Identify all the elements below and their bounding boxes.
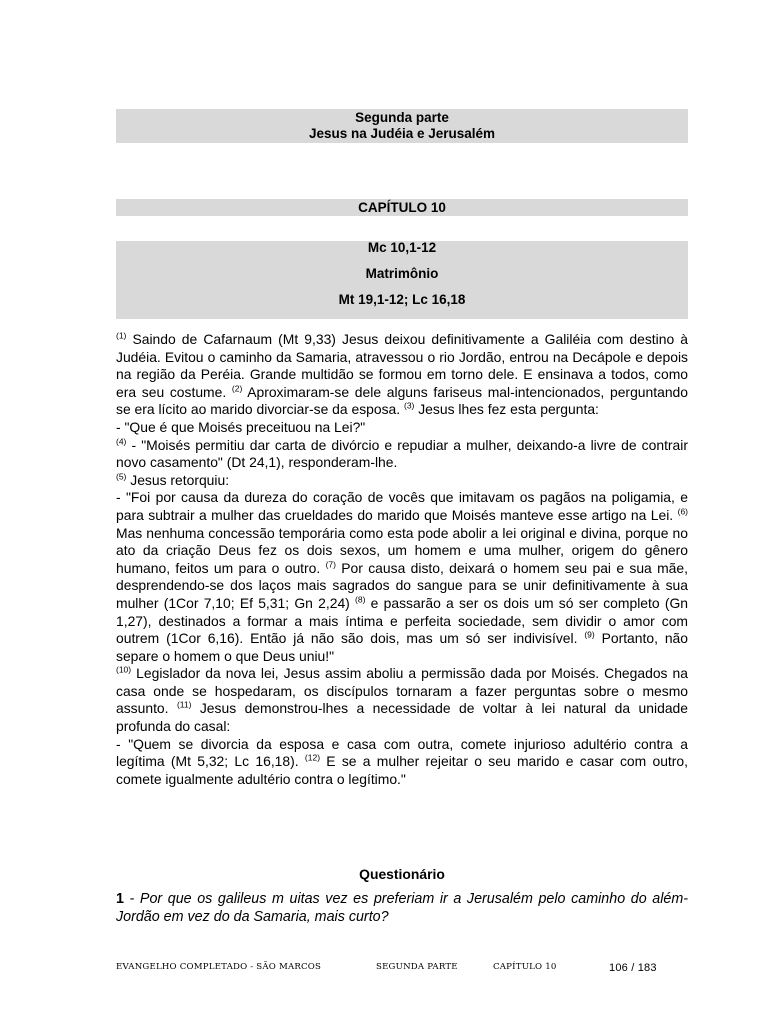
chapter-header: CAPÍTULO 10 — [116, 199, 688, 216]
question-text: - Por que os galileus m uitas vez es preferiam ir a Jerusalém pelo caminho do além-Jordão em vez do da Samaria, mais curto? — [116, 891, 688, 925]
verse-number: (3) — [403, 400, 415, 411]
verse-number: (10) — [116, 664, 132, 675]
text-run: Por causa disto, deixará o homem seu pai e sua mãe, desprendendo-se dos laços mais sagrados do sangue para se unir definitivamente à sua mulher (1Cor 7,10; Ef 5,31; Gn 2,24) — [116, 559, 688, 611]
paragraph — [116, 419, 688, 437]
verse-number: (5) — [116, 471, 127, 482]
paragraph — [116, 489, 688, 665]
text-run: - "Quem se divorcia da esposa e casa com outra, comete injurioso adultério contra a legítima (Mt 5,32; Lc 16,18). — [116, 735, 688, 770]
verse-number: (8) — [355, 594, 366, 605]
footer-book-title: EVANGELHO COMPLETADO - SÃO MARCOS — [116, 962, 322, 972]
text-run: Legislador da nova lei, Jesus assim aboliu a permissão dada por Moisés. Chegados na casa onde se hospedaram, os discípulos tornaram a fazer perguntas sobre o mesmo assunto. — [116, 665, 688, 717]
verse-number: (9) — [584, 629, 595, 640]
text-run: Jesus retorquiu: — [126, 471, 230, 488]
footer-chapter: CAPÍTULO 10 — [493, 962, 557, 972]
text-run: - "Moisés permitiu dar carta de divórcio e repudiar a mulher, deixando-a livre de contrair novo casamento" (Dt 24,1), responderam-lhe. — [116, 436, 688, 471]
verse-number: (12) — [304, 752, 321, 763]
chapter-text — [116, 331, 688, 788]
footer-part: SEGUNDA PARTE — [376, 962, 458, 972]
text-run: Mas nenhuma concessão temporária como esta pode abolir a lei original e divina, porque no ato da criação Deus fez os dois sexos, um homem e uma mulher, origem do gênero humano, feitos um para o outro. — [116, 524, 688, 576]
verse-number: (4) — [116, 435, 127, 446]
section-title: Matrimônio — [365, 266, 439, 281]
verse-number: (2) — [231, 383, 243, 394]
text-run: E se a mulher rejeitar o seu marido e casar com outro, comete igualmente adultério contra o legítimo." — [116, 753, 688, 787]
verse-number: (1) — [116, 330, 127, 341]
parallel-references: Mt 19,1-12; Lc 16,18 — [338, 292, 466, 307]
part-title: Jesus na Judéia e Jerusalém — [308, 126, 496, 141]
text-run: Aproximaram-se dele alguns fariseus mal-intencionados, perguntando se era lícito ao marido divorciar-se da esposa. — [116, 383, 688, 418]
verse-number: (11) — [176, 699, 192, 710]
passage-reference: Mc 10,1-12 — [367, 240, 437, 255]
questionnaire-heading: Questionário — [359, 866, 445, 882]
question-1 — [116, 891, 688, 926]
question-number: 1 — [116, 891, 124, 907]
text-run: - "Que é que Moisés preceituou na Lei?" — [116, 418, 366, 435]
part-header — [116, 109, 688, 143]
paragraph — [116, 437, 688, 472]
text-run: Portanto, não separe o homem o que Deus uniu!" — [116, 630, 688, 664]
verse-number: (6) — [677, 506, 688, 517]
text-run: Jesus demonstrou-lhes a necessidade de voltar à lei natural da unidade profunda do casal: — [116, 700, 688, 735]
text-run: Saindo de Cafarnaum (Mt 9,33) Jesus deixou definitivamente a Galiléia com destino à Judéia. Evitou o caminho da Samaria, atravessou o rio Jordão, entrou na Decápole e depois na região da Peréia. Grande multidão se formou em torno dele. E ensinava a todos, como era seu costume. — [116, 331, 688, 400]
paragraph — [116, 331, 688, 419]
footer-page-number: 106 / 183 — [609, 962, 657, 974]
paragraph — [116, 665, 688, 735]
text-run: - "Foi por causa da dureza do coração de vocês que imitavam os pagãos na poligamia, e para subtrair a mulher das crueldades do marido que Moisés manteve esse artigo na Lei. — [116, 489, 688, 523]
paragraph — [116, 736, 688, 789]
part-label: Segunda parte — [355, 110, 449, 125]
text-run: Jesus lhes fez esta pergunta: — [414, 401, 599, 418]
passage-header — [116, 241, 688, 319]
text-run: e passarão a ser os dois um só ser completo (Gn 1,27), destinados a formar a mais íntima e perfeita sociedade, sem dividir o amor com outrem (1Cor 6,16). Então já não são dois, mas um só ser indivisível. — [116, 594, 689, 647]
paragraph — [116, 472, 688, 490]
verse-number: (7) — [325, 559, 336, 570]
